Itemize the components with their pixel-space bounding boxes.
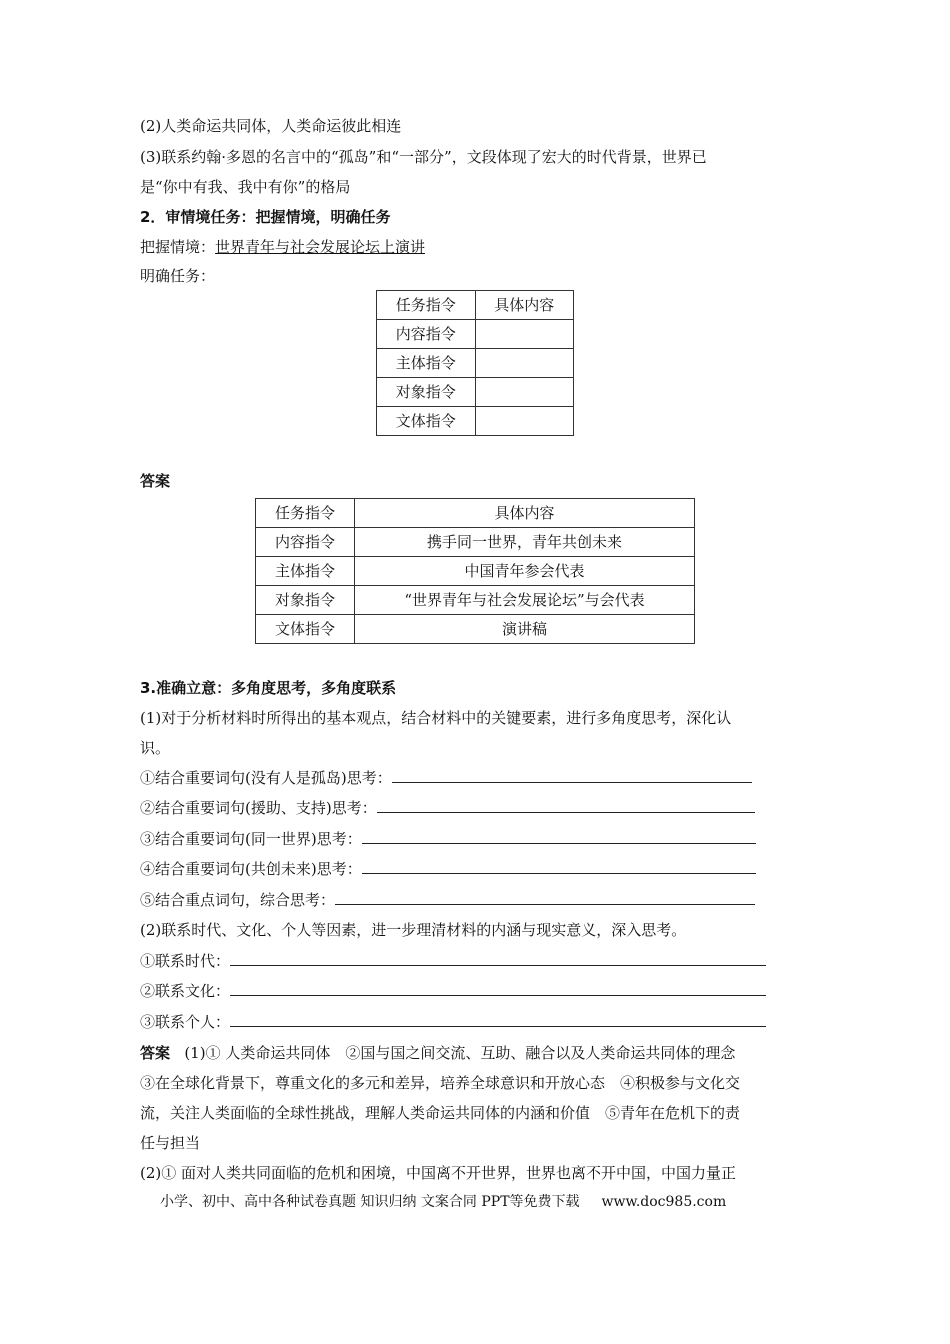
table-row [377, 291, 574, 320]
table-header-cell: 具体内容 [355, 499, 695, 528]
prompt-item [140, 798, 755, 818]
section-2-heading: 2．审情境任务：把握情境，明确任务 [140, 208, 391, 226]
table-cell: 主体指令 [377, 349, 476, 378]
answer-blank[interactable] [362, 829, 756, 844]
answer-blank[interactable] [362, 859, 756, 874]
table-cell: 对象指令 [377, 378, 476, 407]
answer-2-line-2: ③在全球化背景下，尊重文化的多元和差异，培养全球意识和开放心态 ④积极参与文化交 [140, 1074, 741, 1092]
table-row [377, 378, 574, 407]
prompt-label: ⑤结合重点词句，综合思考： [140, 891, 336, 909]
answer-blank[interactable] [230, 981, 766, 996]
table-cell: 中国青年参会代表 [355, 557, 695, 586]
table-header-cell: 任务指令 [377, 291, 476, 320]
table-cell: 携手同一世界，青年共创未来 [355, 528, 695, 557]
blank-task-table [376, 290, 574, 436]
answer-2-line-3: 流，关注人类面临的全球性挑战，理解人类命运共同体的内涵和价值 ⑤青年在危机下的责 [140, 1104, 741, 1122]
prompt-label: ③结合重要词句(同一世界)思考： [140, 830, 362, 848]
answer-blank[interactable] [377, 798, 755, 813]
prompt-item [140, 768, 752, 788]
footer [160, 1192, 726, 1212]
answer-task-table [255, 498, 695, 644]
table-header-cell: 任务指令 [256, 499, 355, 528]
section-3-p2: (2)联系时代、文化、个人等因素，进一步理清材料的内涵与现实意义，深入思考。 [140, 921, 687, 939]
table-row [377, 320, 574, 349]
table-header-cell: 具体内容 [475, 291, 574, 320]
empty-cell[interactable] [475, 378, 574, 407]
table-row [256, 528, 695, 557]
answer-blank[interactable] [335, 890, 755, 905]
answer-2-line-4: 任与担当 [140, 1134, 201, 1152]
prompt-label: ③联系个人： [140, 1013, 231, 1031]
answer-2-text: (1)① 人类命运共同体 ②国与国之间交流、互助、融合以及人类命运共同体的理念 [184, 1044, 736, 1062]
answer-blank[interactable] [392, 768, 752, 783]
intro-line-3b: 是“你中有我、我中有你”的格局 [140, 178, 351, 196]
table-cell: 文体指令 [256, 615, 355, 644]
table-cell: 文体指令 [377, 407, 476, 436]
footer-url-link[interactable]: www.doc985.com [601, 1194, 727, 1210]
empty-cell[interactable] [475, 407, 574, 436]
answer-2-line-1 [140, 1043, 735, 1063]
section-3-heading: 3.准确立意：多角度思考，多角度联系 [140, 679, 397, 697]
footer-text: 小学、初中、高中各种试卷真题 知识归纳 文案合同 PPT等免费下载 [160, 1194, 580, 1210]
prompt-item [140, 829, 756, 849]
answer-2-label: 答案 [140, 1044, 171, 1062]
prompt-label: ①联系时代： [140, 952, 231, 970]
empty-cell[interactable] [475, 320, 574, 349]
section-3-p1b: 识。 [140, 739, 171, 757]
table-row [256, 586, 695, 615]
prompt-item [140, 859, 756, 879]
intro-line-2: (2)人类命运共同体，人类命运彼此相连 [140, 117, 402, 135]
prompt-item [140, 1012, 766, 1032]
context-label: 把握情境： [140, 238, 216, 256]
prompt-item [140, 951, 766, 971]
prompt-label: ①结合重要词句(没有人是孤岛)思考： [140, 769, 392, 787]
task-label: 明确任务： [140, 267, 216, 285]
table-row [377, 407, 574, 436]
section-3-p1a: (1)对于分析材料时所得出的基本观点，结合材料中的关键要素，进行多角度思考，深化认 [140, 709, 732, 727]
table-cell: 内容指令 [377, 320, 476, 349]
table-row [256, 615, 695, 644]
prompt-label: ④结合重要词句(共创未来)思考： [140, 860, 362, 878]
table-cell: 主体指令 [256, 557, 355, 586]
answer-label: 答案 [140, 472, 171, 490]
intro-line-3a: (3)联系约翰·多恩的名言中的“孤岛”和“一部分”，文段体现了宏大的时代背景，世界已 [140, 148, 707, 166]
prompt-item [140, 890, 755, 910]
answer-blank[interactable] [230, 1012, 766, 1027]
context-value: 世界青年与社会发展论坛上演讲 [215, 238, 426, 256]
table-cell: 内容指令 [256, 528, 355, 557]
table-row [256, 557, 695, 586]
context-line [140, 237, 425, 257]
table-row [256, 499, 695, 528]
prompt-label: ②联系文化： [140, 982, 231, 1000]
prompt-label: ②结合重要词句(援助、支持)思考： [140, 799, 377, 817]
table-cell: “世界青年与社会发展论坛”与会代表 [355, 586, 695, 615]
empty-cell[interactable] [475, 349, 574, 378]
answer-2-line-5: (2)① 面对人类共同面临的危机和困境，中国离不开世界，世界也离不开中国，中国力量正 [140, 1164, 737, 1182]
table-cell: 演讲稿 [355, 615, 695, 644]
table-row [377, 349, 574, 378]
prompt-item [140, 981, 766, 1001]
table-cell: 对象指令 [256, 586, 355, 615]
answer-blank[interactable] [230, 951, 766, 966]
